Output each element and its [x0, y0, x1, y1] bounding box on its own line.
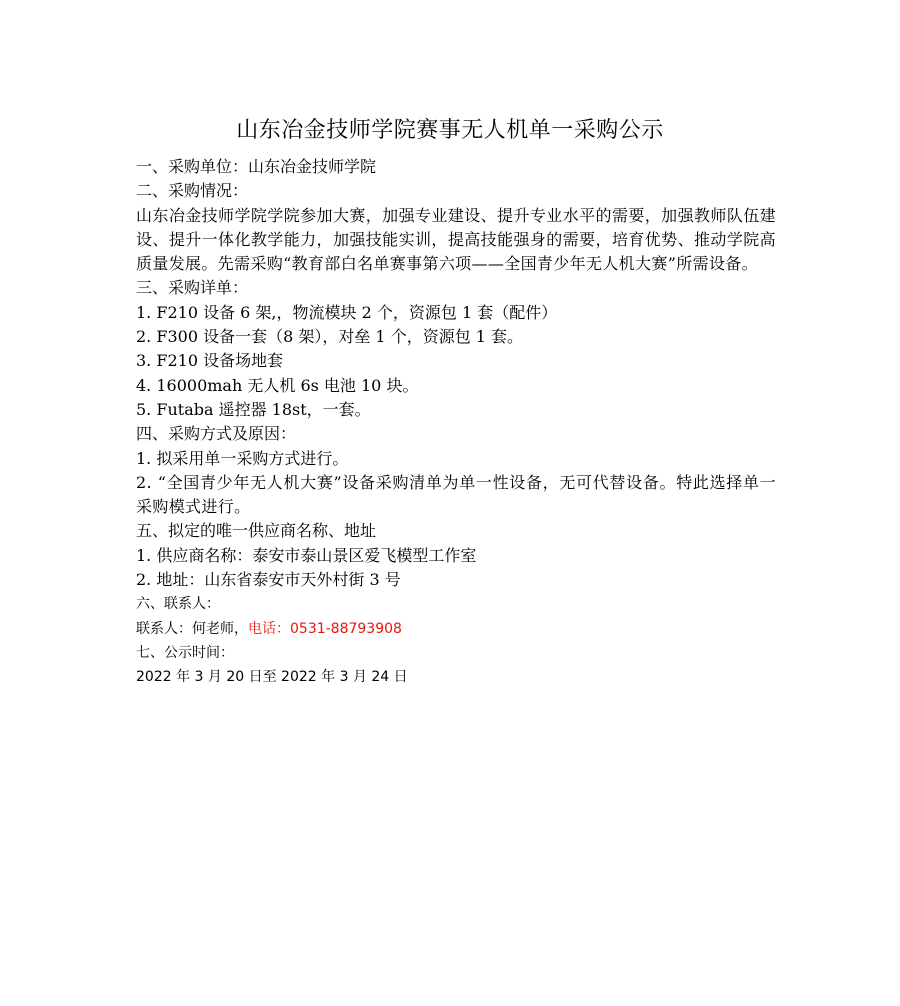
list-item: 1. F210 设备 6 架,，物流模块 2 个，资源包 1 套（配件） [136, 302, 558, 322]
document-body [136, 155, 776, 690]
list-item: 2. F300 设备一套（8 架），对垒 1 个，资源包 1 套。 [136, 327, 524, 347]
supplier-address: 2. 地址：山东省泰安市天外村街 3 号 [136, 570, 401, 590]
section-heading-notice-time: 七、公示时间： [136, 644, 234, 661]
section-purchasing-unit: 一、采购单位：山东冶金技师学院 [136, 157, 377, 176]
notice-period: 2022 年 3 月 20 日至 2022 年 3 月 24 日 [136, 669, 408, 686]
situation-paragraph: 山东冶金技师学院学院参加大赛，加强专业建设、提升专业水平的需要，加强教师队伍建设、提升一体化教学能力，加强技能实训，提高技能强身的需要，培育优势、推动学院高质量发展。先需采购“教育部白名单赛事第六项——全国青少年无人机大赛”所需设备。 [136, 205, 776, 274]
section-heading-method: 四、采购方式及原因： [136, 424, 297, 444]
contact-line [136, 617, 776, 641]
list-item: 3. F210 设备场地套 [136, 351, 284, 371]
section-heading-contact: 六、联系人： [136, 596, 220, 613]
contact-phone: 电话：0531-88793908 [248, 620, 402, 637]
list-item: 5. Futaba 遥控器 18st，一套。 [136, 399, 371, 419]
contact-person: 联系人：何老师， [136, 620, 248, 637]
list-item: 4. 16000mah 无人机 6s 电池 10 块。 [136, 375, 419, 395]
document-title: 山东冶金技师学院赛事无人机单一采购公示 [236, 118, 664, 143]
section-heading-list: 三、采购详单： [136, 278, 249, 298]
section-heading-situation: 二、采购情况： [136, 181, 249, 201]
reason-item: 2. “全国青少年无人机大赛”设备采购清单为单一性设备，无可代替设备。特此选择单一采购模式进行。 [136, 472, 776, 517]
reason-item: 1. 拟采用单一采购方式进行。 [136, 448, 349, 468]
supplier-name: 1. 供应商名称：泰安市泰山景区爱飞模型工作室 [136, 545, 477, 565]
section-heading-supplier: 五、拟定的唯一供应商名称、地址 [136, 521, 377, 541]
